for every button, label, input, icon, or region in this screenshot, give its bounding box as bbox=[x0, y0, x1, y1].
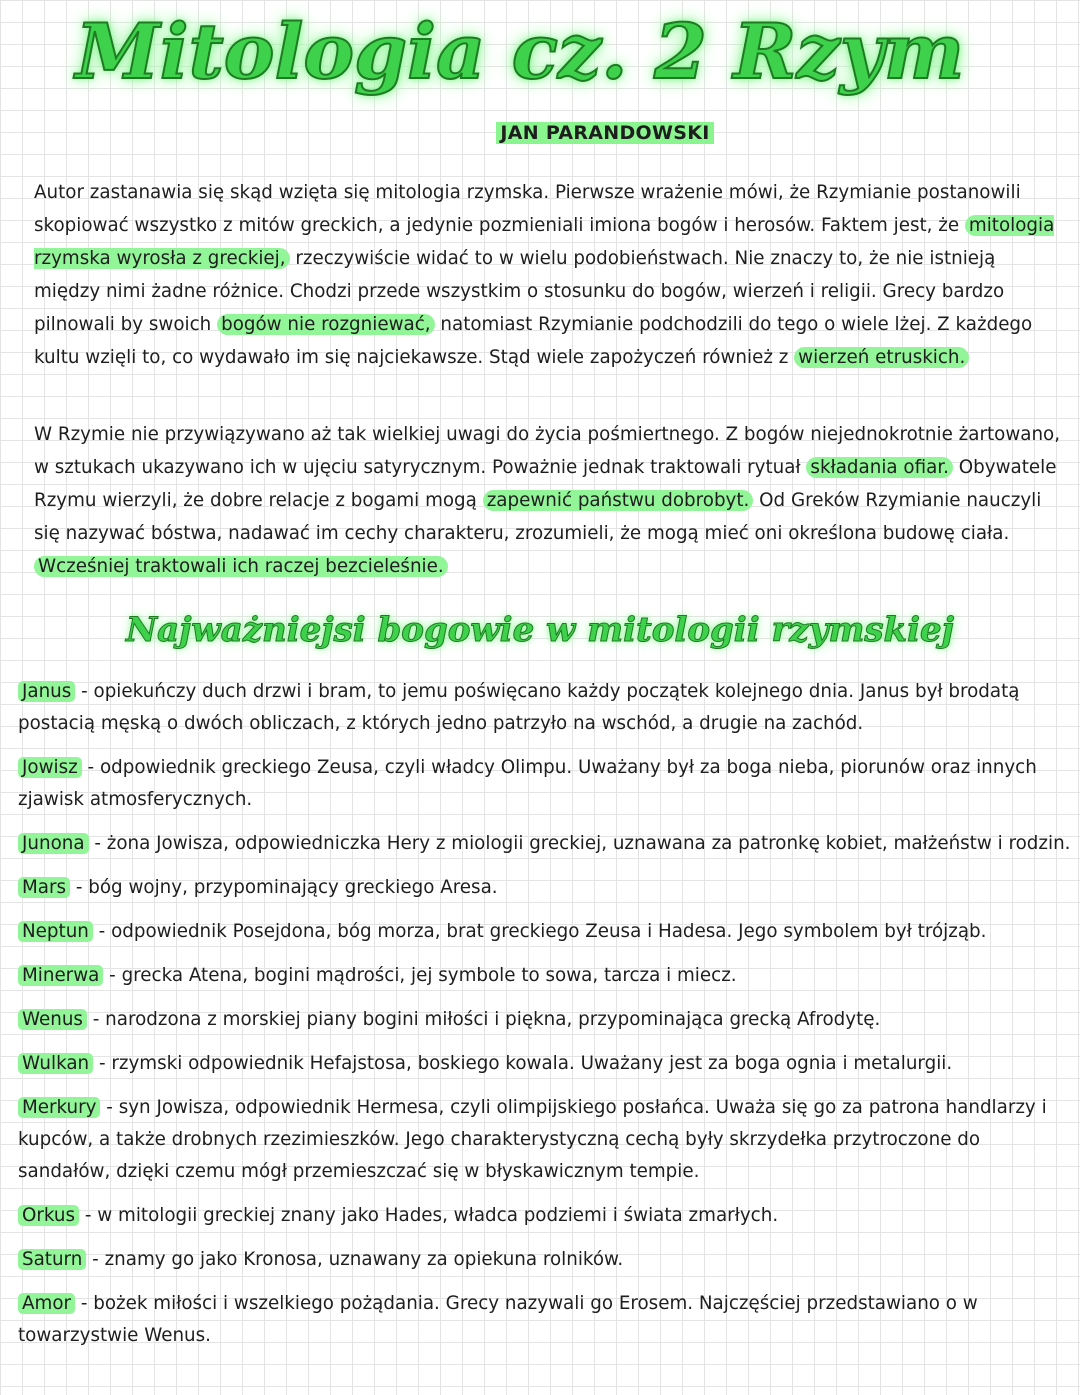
god-name: Minerwa bbox=[18, 965, 103, 986]
god-name: Neptun bbox=[18, 921, 93, 942]
god-description: - bóg wojny, przypominający greckiego Aresa. bbox=[70, 877, 498, 898]
god-name: Wenus bbox=[18, 1009, 87, 1030]
god-entry-janus bbox=[18, 676, 1076, 740]
author bbox=[0, 122, 1080, 144]
god-name: Jowisz bbox=[18, 757, 82, 778]
intro-p1-text: rzeczywiście widać to w wielu podobieństwach. Nie znaczy to, że nie istnieją między nimi żadne różnice. Chodzi przede wszystkim o stosunku do bogów, wierzeń i religii. Grecy bardzo pilnowali by swoich bbox=[34, 248, 1005, 335]
god-name: Junona bbox=[18, 833, 89, 854]
god-entry-jowisz bbox=[18, 752, 1076, 816]
god-description: - odpowiednik greckiego Zeusa, czyli władcy Olimpu. Uważany był za boga nieba, piorunów oraz innych zjawisk atmosferycznych. bbox=[18, 757, 1037, 810]
god-description: - znamy go jako Kronosa, uznawany za opiekuna rolników. bbox=[86, 1249, 624, 1270]
intro-p2-highlight: Wcześniej traktowali ich raczej bezcieleśnie. bbox=[34, 556, 448, 577]
intro-paragraph-2 bbox=[34, 418, 1064, 583]
god-description: - w mitologii greckiej znany jako Hades, władca podziemi i świata zmarłych. bbox=[79, 1205, 779, 1226]
intro-paragraph-1 bbox=[34, 176, 1064, 374]
page-title: Mitologia cz. 2 Rzym bbox=[75, 7, 965, 96]
god-entry-junona bbox=[18, 828, 1076, 860]
intro-p1-text: natomiast Rzymianie podchodzili do tego o wiele lżej. Z każdego kultu wzięli to, co wydawało im się najciekawsze. Stąd wiele zapożyczeń również z bbox=[34, 314, 1033, 368]
god-entry-merkury bbox=[18, 1092, 1076, 1188]
god-description: - narodzona z morskiej piany bogini miłości i piękna, przypominająca grecką Afrodytę. bbox=[86, 1009, 881, 1030]
intro-p1-highlight: bogów nie rozgniewać, bbox=[217, 314, 435, 335]
god-entry-wulkan bbox=[18, 1048, 1076, 1080]
god-description: - odpowiednik Posejdona, bóg morza, brat greckiego Zeusa i Hadesa. Jego symbolem był trójząb. bbox=[92, 921, 987, 942]
god-entry-neptun bbox=[18, 916, 1076, 948]
intro-p2-text: Obywatele Rzymu wierzyli, że dobre relacje z bogami mogą bbox=[34, 457, 1057, 511]
god-name: Merkury bbox=[18, 1097, 100, 1118]
god-entry-saturn bbox=[18, 1244, 1076, 1276]
intro-p1-highlight: mitologia rzymska wyrosła z greckiej, bbox=[34, 215, 1055, 269]
god-name: Mars bbox=[18, 877, 70, 898]
intro-p2-highlight: składania ofiar. bbox=[806, 457, 953, 478]
god-name: Wulkan bbox=[18, 1053, 93, 1074]
god-description: - rzymski odpowiednik Hefajstosa, boskiego kowala. Uważany jest za boga ognia i metalurgii. bbox=[93, 1053, 953, 1074]
god-name: Saturn bbox=[18, 1249, 86, 1270]
god-entry-mars bbox=[18, 872, 1076, 904]
section-subtitle: Najważniejsi bogowie w mitologii rzymskiej bbox=[126, 610, 954, 650]
intro-p2-highlight: zapewnić państwu dobrobyt. bbox=[483, 490, 754, 511]
god-entry-orkus bbox=[18, 1200, 1076, 1232]
god-description: - opiekuńczy duch drzwi i bram, to jemu poświęcano każdy początek kolejnego dnia. Janus był brodatą postacią męską o dwóch obliczach, z których jedno patrzyło na wschód, a drugie na zachód. bbox=[18, 681, 1020, 734]
god-description: - bożek miłości i wszelkiego pożądania. Grecy nazywali go Erosem. Najczęściej przedstawiano o w towarzystwie Wenus. bbox=[18, 1293, 978, 1346]
intro-p1-text: Autor zastanawia się skąd wzięta się mitologia rzymska. Pierwsze wrażenie mówi, że Rzymianie postanowili skopiować wszystko z mitów greckich, a jedynie pozmieniali imiona bogów i herosów. Faktem jest, że bbox=[34, 182, 1021, 236]
intro-p1-highlight: wierzeń etruskich. bbox=[794, 347, 969, 368]
god-name: Amor bbox=[18, 1293, 75, 1314]
god-name: Orkus bbox=[18, 1205, 79, 1226]
god-name: Janus bbox=[18, 681, 75, 702]
gods-list bbox=[18, 676, 1076, 1364]
god-description: - syn Jowisza, odpowiednik Hermesa, czyli olimpijskiego posłańca. Uważa się go za patrona handlarzy i kupców, a także drobnych rzezimieszków. Jego charakterystyczną cechą były skrzydełka przytroczone do sandałów, dzięki czemu mógł przemieszczać się w błyskawicznym tempie. bbox=[18, 1097, 1047, 1182]
intro-p2-text: W Rzymie nie przywiązywano aż tak wielkiej uwagi do życia pośmiertnego. Z bogów niejednokrotnie żartowano, w sztukach ukazywano ich w ujęciu satyrycznym. Poważnie jednak traktowali rytuał bbox=[34, 424, 1061, 478]
god-entry-minerwa bbox=[18, 960, 1076, 992]
god-description: - grecka Atena, bogini mądrości, jej symbole to sowa, tarcza i miecz. bbox=[103, 965, 737, 986]
god-entry-wenus bbox=[18, 1004, 1076, 1036]
author-name: JAN PARANDOWSKI bbox=[496, 122, 713, 144]
god-entry-amor bbox=[18, 1288, 1076, 1352]
intro-p2-text: Od Greków Rzymianie nauczyli się nazywać bóstwa, nadawać im cechy charakteru, zrozumieli, że mogą mieć oni określona budowę ciała. bbox=[34, 490, 1042, 544]
god-description: - żona Jowisza, odpowiedniczka Hery z miologii greckiej, uznawana za patronkę kobiet, małżeństw i rodzin. bbox=[88, 833, 1071, 854]
